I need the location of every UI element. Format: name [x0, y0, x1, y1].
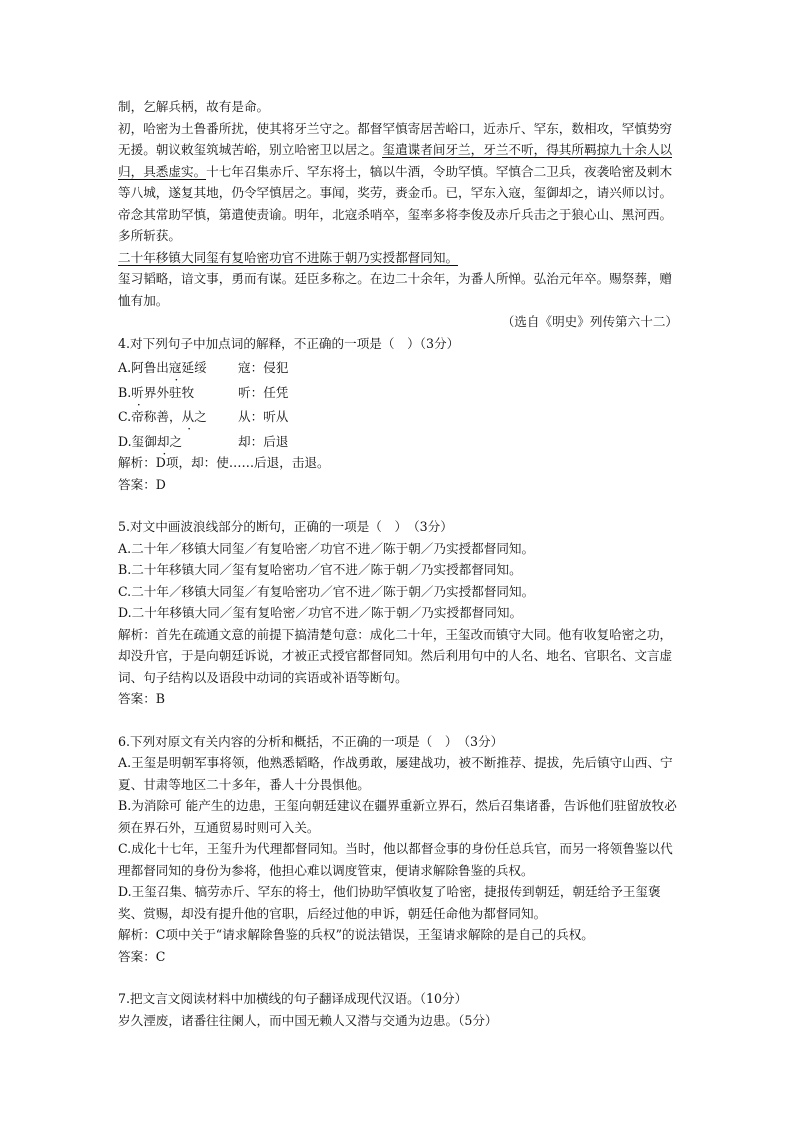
- passage-paragraph-3: 玺习韬略，谙文事，勇而有谋。廷臣多称之。在边二十余年，为番人所惮。弘治元年卒。赐祭葬，赠恤有加。: [118, 271, 673, 308]
- dotted-word: 寇: [168, 360, 182, 375]
- option-d: D.二十年移镇大同／玺有复哈密／功官不进／陈于朝／乃实授都督同知。: [118, 605, 523, 620]
- underlined-sentence-1: 玺遣谍者间牙兰，牙兰不听，得其所羁掠九十余人以归，具悉虚实。: [118, 142, 673, 179]
- analysis: 解析：C项中关于“请求解除鲁鉴的兵权”的说法错误，王玺请求解除的是自己的兵权。: [118, 927, 594, 942]
- option-d: D.王玺召集、犒劳赤斤、罕东的将士，他们协助罕慎收复了哈密，捷报传到朝廷，朝廷给予王玺褒奖、赏赐，却没有提升他的官职，后经过他的申诉，朝廷任命他为都督同知。: [118, 884, 661, 921]
- option-d: [118, 431, 678, 453]
- option-b: B.二十年移镇大同／玺有复哈密功／官不进／陈于朝／乃实授都督同知。: [118, 562, 522, 577]
- option-sentence: D.玺御却之: [118, 433, 183, 449]
- spacer: [118, 967, 678, 988]
- option-b: [118, 382, 678, 404]
- question-7: [118, 988, 678, 1031]
- answer: 答案：B: [118, 691, 166, 706]
- option-gloss: 从：听从: [238, 409, 289, 424]
- option-a: A.王玺是明朝军事将领，他熟悉韬略，作战勇敢，屡建战功，被不断推荐、提拔，先后镇守山西、宁夏、甘肃等地区二十多年，番人十分畏惧他。: [118, 755, 673, 792]
- analysis: 解析：D项，却：使……后退，击退。: [118, 455, 330, 470]
- answer: 答案：C: [118, 948, 166, 964]
- option-a: A.二十年／移镇大同玺／有复哈密／功官不进／陈于朝／乃实授都督同知。: [118, 540, 535, 556]
- dotted-word: 从: [181, 409, 195, 424]
- wavy-underlined-sentence: 二十年移镇大同玺有复哈密功官不进陈于朝乃实授都督同知。: [118, 249, 459, 265]
- answer: 答案：D: [118, 476, 166, 492]
- option-c: C.成化十七年，王玺升为代理都督同知。当时，他以都督佥事的身份任总兵官，而另一将领鲁鉴以代理都督同知的身份为参将，他担心难以调度管束，便请求解除鲁鉴的兵权。: [118, 841, 673, 878]
- option-sentence: A.阿鲁出寇延绥: [118, 360, 207, 375]
- dotted-word: 却: [156, 433, 170, 449]
- option-b: B.为消除可 能产生的边患，王玺向朝廷建议在疆界重新立界石，然后召集诸番，告诉他们驻留放牧必须在界石外，互通贸易时则可入关。: [118, 798, 677, 835]
- question-stem: 7.把文言文阅读材料中加横线的句子翻译成现代汉语。（10分）: [118, 991, 468, 1006]
- analysis: 解析：首先在疏通文意的前提下搞清楚句意：成化二十年，王玺改而镇守大同。他有收复哈密之功，却没升官，于是向朝廷诉说，才被正式授官都督同知。然后利用句中的人名、地名、官职名、文言虚词、句子结构以及语段中动词的宾语或补语等断句。: [118, 626, 673, 685]
- spacer: [118, 710, 678, 731]
- translation-sentence-1: 岁久湮废，诸番往往阑人，而中国无赖人又潜与交通为边患。（5分）: [118, 1012, 498, 1028]
- option-gloss: 却：后退: [238, 433, 289, 449]
- passage-text: 十七年召集赤斤、罕东将士，犒以牛酒，令助罕慎。罕慎合二卫兵，夜袭哈密及剌木等八城，遂复其地，仍令罕慎居之。事闻，奖劳，赉金币。已，罕东入寇，玺御却之，请兴师以讨。帝念其常助罕慎，第遣使责谕。明年，北寇杀哨卒，玺率多将李俊及赤斤兵击之于狼心山、黑河西。多所斩获。: [118, 163, 673, 243]
- passage-source: （选自《明史》列传第六十二）: [501, 314, 678, 329]
- option-c: C.二十年／移镇大同玺／有复哈密功／官不进／陈于朝／乃实授都督同知。: [118, 583, 535, 599]
- document-page: [118, 96, 678, 1031]
- question-stem: 6.下列对原文有关内容的分析和概括，不正确的一项是（ ） （3分）: [118, 733, 504, 749]
- question-stem: 5.对文中画波浪线部分的断句，正确的一项是（ ） （3分）: [118, 519, 453, 534]
- option-a: [118, 357, 678, 379]
- option-sentence: B.听界外驻牧: [118, 384, 195, 400]
- option-gloss: 听：任凭: [238, 384, 289, 400]
- option-c: [118, 406, 678, 428]
- passage-text: 初，哈密为土鲁番所扰，使其将牙兰守之。都督罕慎寄居苦峪口，近赤斤、罕东，数相攻，罕慎势穷无援。朝议敕玺筑城苦峪，别立哈密卫以居之。: [118, 120, 673, 157]
- passage: [118, 96, 678, 333]
- question-4: [118, 333, 678, 496]
- option-gloss: 寇：侵犯: [238, 360, 289, 375]
- question-5: [118, 516, 678, 710]
- passage-line: 制，乞解兵柄，故有是命。: [118, 99, 270, 114]
- passage-paragraph-1: [118, 118, 678, 247]
- passage-paragraph-2: [118, 247, 678, 269]
- question-6: [118, 731, 678, 968]
- option-sentence: C.帝称善，从之: [118, 409, 207, 424]
- spacer: [118, 495, 678, 516]
- question-stem: 4.对下列句子中加点词的解释，不正确的一项是（ ）（3分）: [118, 335, 460, 351]
- dotted-word: 听: [131, 384, 144, 400]
